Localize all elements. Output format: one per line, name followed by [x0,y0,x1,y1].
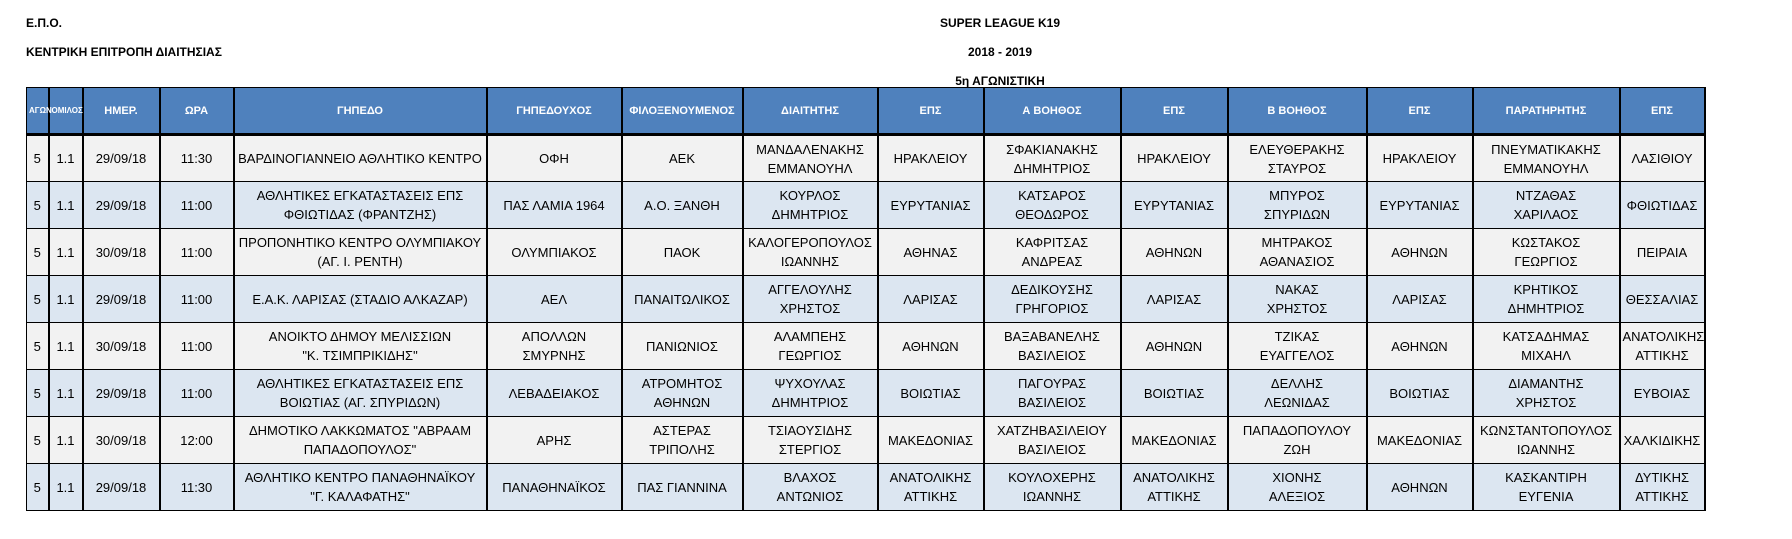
cell-text: ΠΑΟΚ [663,244,701,260]
cell-text: ΚΑΣΚΑΝΤΙΡΗ ΕΥΓΕΝΙΑ [1505,470,1587,504]
cell-assistant-a-fa [1121,323,1228,370]
cell-assistant-b-fa [1367,370,1473,417]
cell-text: ΑΘΛΗΤΙΚΟ ΚΕΝΤΡΟ ΠΑΝΑΘΗΝΑΪΚΟΥ "Γ. ΚΑΛΑΦΑΤΗΣ" [244,470,476,504]
cell-date [83,323,160,370]
cell-observer [1473,417,1620,464]
cell-observer [1473,135,1620,182]
season-label: 2018 - 2019 [967,45,1033,59]
cell-text: ΗΡΑΚΛΕΙΟΥ [1382,151,1457,166]
cell-text: ΜΠΥΡΟΣ ΣΠΥΡΙΔΩΝ [1263,188,1331,222]
cell-home-team [487,370,622,417]
cell-text: ΠΑΣ ΓΙΑΝΝΙΝΑ [637,479,727,495]
cell-text: ΤΣΙΑΟΥΣΙΔΗΣ ΣΤΕΡΓΙΟΣ [767,423,853,457]
cell-text: ΑΘΛΗΤΙΚΕΣ ΕΓΚΑΤΑΣΤΑΣΕΙΣ ΕΠΣ ΒΟΙΩΤΙΑΣ (ΑΓ. ΣΠΥΡΙΔΩΝ) [256,376,464,410]
cell-group [49,135,83,182]
cell-venue [234,135,487,182]
cell-text: ΑΣΤΕΡΑΣ ΤΡΙΠΟΛΗΣ [649,423,715,457]
cell-assistant-a [984,417,1121,464]
cell-text: ΒΛΑΧΟΣ ΑΝΤΩΝΙΟΣ [776,470,844,504]
cell-date [83,370,160,417]
cell-assistant-b [1228,276,1367,323]
cell-text: ΑΠΟΛΛΩΝ ΣΜΥΡΝΗΣ [521,329,587,363]
cell-text: 5 [33,385,41,401]
cell-text: ΚΑΤΣΑΡΟΣ ΘΕΟΔΩΡΟΣ [1015,188,1089,222]
cell-observer [1473,323,1620,370]
league-title: SUPER LEAGUE K19 [939,16,1061,30]
cell-observer [1473,182,1620,229]
cell-text: ΧΑΤΖΗΒΑΣΙΛΕΙΟΥ ΒΑΣΙΛΕΙΟΣ [997,423,1107,457]
cell-text: ΑΝΑΤΟΛΙΚΗΣ ΑΤΤΙΚΗΣ [1133,470,1215,504]
cell-date [83,135,160,182]
cell-observer-fa [1620,276,1705,323]
cell-text: ΝΤΖΑΘΑΣ ΧΑΡΙΛΑΟΣ [1513,188,1579,222]
cell-date [83,229,160,276]
cell-text: ΝΑΚΑΣ ΧΡΗΣΤΟΣ [1266,282,1328,316]
cell-date [83,276,160,323]
cell-observer-fa [1620,370,1705,417]
cell-text: ΜΑΚΕΔΟΝΙΑΣ [887,432,974,448]
cell-text: 5 [33,244,41,260]
table-row [27,370,1705,417]
cell-referee [743,464,878,511]
cell-text: ΛΑΡΙΣΑΣ [903,291,958,307]
cell-text: ΕΥΡΥΤΑΝΙΑΣ [1379,197,1460,213]
cell-text: 1.1 [56,197,75,213]
cell-assistant-a-fa [1121,417,1228,464]
cell-text: ΔΥΤΙΚΗΣ ΑΤΤΙΚΗΣ [1634,470,1690,504]
cell-group [49,323,83,370]
cell-assistant-a-fa [1121,370,1228,417]
cell-text: ΠΕΙΡΑΙΑ [1636,244,1688,260]
cell-match-no [27,135,49,182]
cell-text: ΜΗΤΡΑΚΟΣ ΑΘΑΝΑΣΙΟΣ [1259,235,1335,269]
cell-date [83,417,160,464]
cell-text: ΠΑΓΟΥΡΑΣ ΒΑΣΙΛΕΙΟΣ [1017,376,1087,410]
table-body [27,135,1705,511]
cell-assistant-a [984,464,1121,511]
column-header-col-date: ΗΜΕΡ. [83,88,160,135]
cell-referee-fa [878,229,984,276]
cell-text: 5 [33,432,41,448]
cell-referee-fa [878,276,984,323]
table-header-row [27,88,1705,135]
cell-time [160,417,234,464]
column-header-col-home: ΓΗΠΕΔΟΥΧΟΣ [487,88,622,135]
cell-group [49,370,83,417]
cell-text: ΕΥΡΥΤΑΝΙΑΣ [1133,197,1215,213]
cell-assistant-b [1228,135,1367,182]
cell-observer-fa [1620,182,1705,229]
cell-text: ΑΛΑΜΠΕΗΣ ΓΕΩΡΓΙΟΣ [773,329,847,363]
cell-text: ΚΩΣΤΑΚΟΣ ΓΕΩΡΓΙΟΣ [1511,235,1581,269]
cell-observer-fa [1620,417,1705,464]
cell-assistant-b-fa [1367,276,1473,323]
cell-assistant-b [1228,182,1367,229]
cell-text: 5 [33,338,41,354]
cell-text: 29/09/18 [95,291,147,307]
cell-text: 1.1 [56,432,75,448]
cell-time [160,323,234,370]
cell-text: ΛΕΒΑΔΕΙΑΚΟΣ [508,385,600,401]
cell-observer [1473,370,1620,417]
cell-referee [743,276,878,323]
cell-text: ΘΕΣΣΑΛΙΑΣ [1625,291,1699,307]
cell-observer-fa [1620,464,1705,511]
cell-text: ΒΟΙΩΤΙΑΣ [1389,385,1450,401]
cell-text: 30/09/18 [95,338,147,354]
cell-assistant-b-fa [1367,323,1473,370]
cell-assistant-b [1228,417,1367,464]
cell-text: 1.1 [56,479,75,495]
cell-venue [234,182,487,229]
cell-text: 11:30 [180,479,213,495]
organization-name: Ε.Π.Ο. [26,16,63,30]
cell-text: ΑΕΛ [540,291,568,307]
cell-text: 11:00 [180,291,213,307]
cell-match-no [27,276,49,323]
cell-text: ΧΑΛΚΙΔΙΚΗΣ [1623,432,1701,448]
cell-text: ΒΑΡΔΙΝΟΓΙΑΝΝΕΙΟ ΑΘΛΗΤΙΚΟ ΚΕΝΤΡΟ [238,151,482,166]
cell-referee [743,182,878,229]
cell-text: 1.1 [56,151,75,166]
column-header-col-referee: ΔΙΑΙΤΗΤΗΣ [743,88,878,135]
cell-text: ΑΝΟΙΚΤΟ ΔΗΜΟΥ ΜΕΛΙΣΣΙΩΝ "Κ. ΤΣΙΜΠΡΙΚΙΔΗΣ" [268,329,452,363]
cell-text: ΔΗΜΟΤΙΚΟ ΛΑΚΚΩΜΑΤΟΣ "ΑΒΡΑΑΜ ΠΑΠΑΔΟΠΟΥΛΟΣ" [248,423,472,457]
cell-text: ΑΘΗΝΩΝ [1391,479,1448,495]
cell-referee [743,370,878,417]
cell-assistant-a-fa [1121,135,1228,182]
cell-text: ΛΑΡΙΣΑΣ [1146,291,1202,307]
cell-text: ΑΡΗΣ [536,432,572,448]
column-header-col-observer: ΠΑΡΑΤΗΡΗΤΗΣ [1473,88,1620,135]
column-header-col-assistant-a: Α ΒΟΗΘΟΣ [984,88,1121,135]
cell-text: ΚΑΦΡΙΤΣΑΣ ΑΝΔΡΕΑΣ [1015,235,1089,269]
cell-text: 11:00 [180,197,213,213]
cell-text: ΗΡΑΚΛΕΙΟΥ [1137,151,1211,166]
cell-group [49,276,83,323]
cell-text: ΔΙΑΜΑΝΤΗΣ ΧΡΗΣΤΟΣ [1508,376,1584,410]
cell-text: ΣΦΑΚΙΑΝΑΚΗΣ ΔΗΜΗΤΡΙΟΣ [1006,141,1098,176]
cell-text: Ε.Α.Κ. ΛΑΡΙΣΑΣ (ΣΤΑΔΙΟ ΑΛΚΑΖΑΡ) [252,291,468,307]
cell-text: 30/09/18 [95,244,147,260]
cell-date [83,464,160,511]
cell-text: 5 [33,479,41,495]
cell-text: 11:00 [180,338,213,354]
cell-assistant-b-fa [1367,417,1473,464]
cell-match-no [27,229,49,276]
cell-text: ΠΝΕΥΜΑΤΙΚΑΚΗΣ ΕΜΜΑΝΟΥΗΛ [1491,141,1601,176]
cell-group [49,182,83,229]
cell-time [160,182,234,229]
cell-text: 5 [33,291,41,307]
cell-assistant-b-fa [1367,229,1473,276]
cell-text: 29/09/18 [95,151,147,166]
cell-assistant-a-fa [1121,182,1228,229]
cell-home-team [487,276,622,323]
cell-time [160,135,234,182]
column-header-col-away: ΦΙΛΟΞΕΝΟΥΜΕΝΟΣ [622,88,743,135]
cell-assistant-b-fa [1367,182,1473,229]
committee-name: ΚΕΝΤΡΙΚΗ ΕΠΙΤΡΟΠΗ ΔΙΑΙΤΗΣΙΑΣ [26,45,222,59]
cell-time [160,229,234,276]
table-row [27,182,1705,229]
cell-text: ΑΓΓΕΛΟΥΛΗΣ ΧΡΗΣΤΟΣ [768,282,852,316]
cell-text: ΑΘΗΝΩΝ [1391,244,1448,260]
table-row [27,417,1705,464]
cell-time [160,464,234,511]
cell-text: ΒΑΞΑΒΑΝΕΛΗΣ ΒΑΣΙΛΕΙΟΣ [1004,329,1100,363]
cell-text: ΑΝΑΤΟΛΙΚΗΣ ΑΤΤΙΚΗΣ [889,470,972,504]
cell-referee-fa [878,135,984,182]
cell-text: ΒΟΙΩΤΙΑΣ [1143,385,1205,401]
cell-group [49,417,83,464]
cell-referee-fa [878,464,984,511]
cell-text: 1.1 [56,338,75,354]
cell-venue [234,323,487,370]
cell-text: ΑΘΗΝΑΣ [903,244,958,260]
round-label: 5η ΑΓΩΝΙΣΤΙΚΗ [955,74,1045,88]
cell-referee [743,323,878,370]
cell-observer-fa [1620,229,1705,276]
cell-venue [234,370,487,417]
cell-text: ΚΑΛΟΓΕΡΟΠΟΥΛΟΣ ΙΩΑΝΝΗΣ [748,235,872,269]
cell-text: ΒΟΙΩΤΙΑΣ [900,385,961,401]
cell-group [49,464,83,511]
cell-away-team [622,464,743,511]
cell-home-team [487,417,622,464]
cell-text: 11:30 [180,151,213,166]
cell-assistant-a [984,182,1121,229]
cell-observer [1473,464,1620,511]
cell-referee [743,229,878,276]
cell-text: 12:00 [180,432,213,448]
cell-assistant-b [1228,370,1367,417]
cell-venue [234,276,487,323]
column-header-col-assistant-b: Β ΒΟΗΘΟΣ [1228,88,1367,135]
cell-text: ΜΑΚΕΔΟΝΙΑΣ [1131,432,1217,448]
cell-text: ΟΛΥΜΠΙΑΚΟΣ [511,244,597,260]
cell-text: ΑΘΗΝΩΝ [1391,338,1448,354]
cell-text: 11:00 [180,385,213,401]
cell-text: ΑΘΛΗΤΙΚΕΣ ΕΓΚΑΤΑΣΤΑΣΕΙΣ ΕΠΣ ΦΘΙΩΤΙΔΑΣ (ΦΡΑΝΤΖΗΣ) [256,188,464,222]
cell-text: ΑΕΚ [668,151,695,166]
cell-text: ΗΡΑΚΛΕΙΟΥ [893,151,968,166]
cell-away-team [622,370,743,417]
cell-home-team [487,323,622,370]
cell-text: ΠΑΣ ΛΑΜΙΑ 1964 [503,197,605,213]
cell-text: ΠΑΝΑΘΗΝΑΪΚΟΣ [502,479,606,495]
cell-text: ΚΑΤΣΑΔΗΜΑΣ ΜΙΧΑΗΛ [1502,329,1590,363]
cell-text: ΜΑΚΕΔΟΝΙΑΣ [1376,432,1463,448]
cell-referee-fa [878,323,984,370]
column-header-col-group: ΟΜΙΛΟΣ [49,88,83,135]
column-header-col-obs-fa: ΕΠΣ [1620,88,1705,135]
cell-match-no [27,417,49,464]
cell-home-team [487,464,622,511]
cell-text: ΚΟΥΡΛΟΣ ΔΗΜΗΤΡΙΟΣ [771,188,849,222]
cell-time [160,276,234,323]
cell-text: ΠΑΝΑΙΤΩΛΙΚΟΣ [634,291,730,307]
cell-text: ΛΑΡΙΣΑΣ [1392,291,1447,307]
cell-away-team [622,323,743,370]
cell-assistant-a [984,276,1121,323]
cell-assistant-a [984,229,1121,276]
cell-text: ΜΑΝΔΑΛΕΝΑΚΗΣ ΕΜΜΑΝΟΥΗΛ [756,141,864,176]
cell-assistant-b [1228,229,1367,276]
column-header-col-asst-a-fa: ΕΠΣ [1121,88,1228,135]
cell-text: ΠΑΠΑΔΟΠΟΥΛΟΥ ΖΩΗ [1242,423,1352,457]
cell-observer [1473,229,1620,276]
cell-text: ΠΡΟΠΟΝΗΤΙΚΟ ΚΕΝΤΡΟ ΟΛΥΜΠΙΑΚΟΥ (ΑΓ. Ι. ΡΕΝΤΗ) [238,235,482,269]
cell-text: ΑΝΑΤΟΛΙΚΗΣ ΑΤΤΙΚΗΣ [1622,329,1705,363]
cell-home-team [487,135,622,182]
cell-away-team [622,229,743,276]
cell-away-team [622,135,743,182]
cell-observer-fa [1620,135,1705,182]
cell-assistant-b-fa [1367,464,1473,511]
column-header-col-asst-b-fa: ΕΠΣ [1367,88,1473,135]
cell-venue [234,417,487,464]
table-row [27,464,1705,511]
cell-match-no [27,370,49,417]
table-row [27,229,1705,276]
cell-text: ΔΕΛΛΗΣ ΛΕΩΝΙΔΑΣ [1264,376,1330,410]
cell-home-team [487,229,622,276]
cell-text: ΑΤΡΟΜΗΤΟΣ ΑΘΗΝΩΝ [641,376,723,410]
cell-assistant-b-fa [1367,135,1473,182]
cell-text: 1.1 [56,291,75,307]
cell-text: 29/09/18 [95,479,147,495]
cell-text: ΔΕΔΙΚΟΥΣΗΣ ΓΡΗΓΟΡΙΟΣ [1011,282,1093,316]
cell-text: ΚΡΗΤΙΚΟΣ ΔΗΜΗΤΡΙΟΣ [1507,282,1585,316]
cell-home-team [487,182,622,229]
column-header-col-match: ΑΓΩΝ [27,88,49,135]
cell-text: ΛΑΣΙΘΙΟΥ [1631,151,1693,166]
cell-text: ΑΘΗΝΩΝ [1145,338,1203,354]
cell-observer [1473,276,1620,323]
cell-text: ΕΛΕΥΘΕΡΑΚΗΣ ΣΤΑΥΡΟΣ [1249,141,1345,176]
cell-text: ΦΘΙΩΤΙΔΑΣ [1626,197,1698,213]
cell-assistant-a-fa [1121,229,1228,276]
cell-assistant-a-fa [1121,276,1228,323]
cell-assistant-b [1228,323,1367,370]
cell-text: 5 [33,197,41,213]
table-row [27,135,1705,182]
cell-text: 29/09/18 [95,197,147,213]
cell-text: ΤΖΙΚΑΣ ΕΥΑΓΓΕΛΟΣ [1259,329,1335,363]
cell-venue [234,464,487,511]
cell-away-team [622,417,743,464]
cell-venue [234,229,487,276]
cell-away-team [622,276,743,323]
table-row [27,276,1705,323]
cell-referee-fa [878,370,984,417]
cell-time [160,370,234,417]
cell-assistant-a-fa [1121,464,1228,511]
cell-group [49,229,83,276]
cell-date [83,182,160,229]
cell-match-no [27,323,49,370]
cell-text: ΠΑΝΙΩΝΙΟΣ [646,338,718,354]
cell-assistant-a [984,323,1121,370]
cell-text: ΧΙΟΝΗΣ ΑΛΕΞΙΟΣ [1268,470,1326,504]
cell-text: ΟΦΗ [539,151,569,166]
cell-away-team [622,182,743,229]
cell-text: ΚΟΥΛΟΧΕΡΗΣ ΙΩΑΝΝΗΣ [1008,470,1096,504]
cell-text: Α.Ο. ΞΑΝΘΗ [644,197,720,213]
cell-text: 30/09/18 [95,432,147,448]
cell-referee-fa [878,182,984,229]
column-header-col-time: ΩΡΑ [160,88,234,135]
column-header-col-ref-fa: ΕΠΣ [878,88,984,135]
cell-text: 1.1 [56,385,75,401]
fixtures-table [26,87,1706,511]
cell-text: ΚΩΝΣΤΑΝΤΟΠΟΥΛΟΣ ΙΩΑΝΝΗΣ [1479,423,1612,457]
cell-referee [743,417,878,464]
cell-text: ΕΥΒΟΙΑΣ [1633,385,1691,401]
table-row [27,323,1705,370]
cell-assistant-a [984,370,1121,417]
cell-text: 29/09/18 [95,385,147,401]
cell-text: ΑΘΗΝΩΝ [902,338,959,354]
cell-text: 11:00 [180,244,213,260]
cell-match-no [27,464,49,511]
cell-text: ΑΘΗΝΩΝ [1145,244,1203,260]
column-header-col-venue: ΓΗΠΕΔΟ [234,88,487,135]
cell-referee [743,135,878,182]
cell-assistant-a [984,135,1121,182]
cell-text: ΨΥΧΟΥΛΑΣ ΔΗΜΗΤΡΙΟΣ [771,376,849,410]
cell-text: ΕΥΡΥΤΑΝΙΑΣ [890,197,971,213]
cell-assistant-b [1228,464,1367,511]
cell-match-no [27,182,49,229]
cell-referee-fa [878,417,984,464]
cell-observer-fa [1620,323,1705,370]
cell-text: 1.1 [56,244,75,260]
cell-text: 5 [33,151,41,166]
